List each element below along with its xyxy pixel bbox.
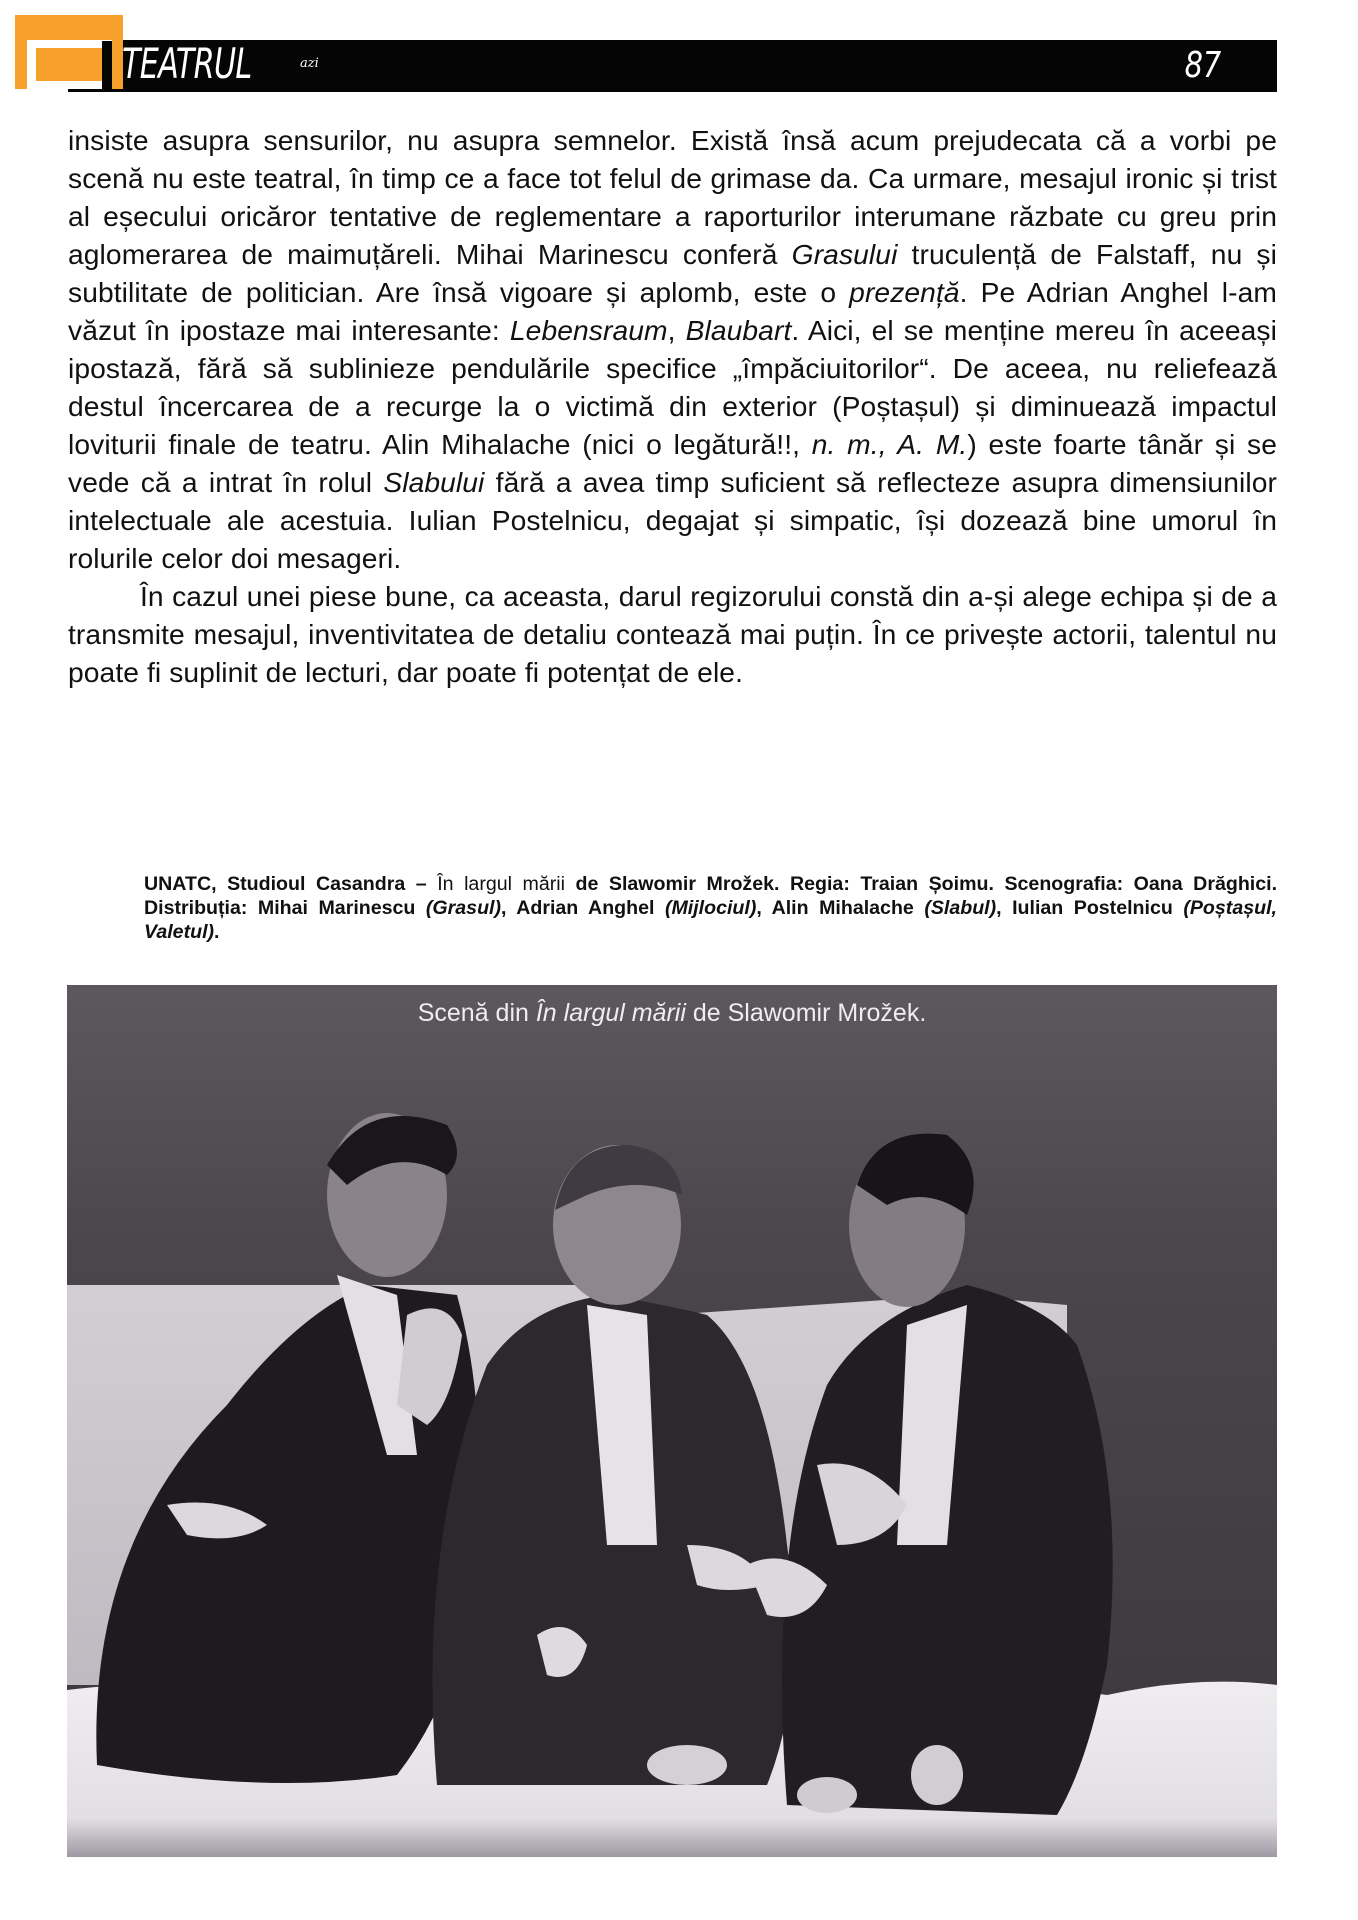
credit-text: UNATC, Studioul Casandra – — [144, 873, 438, 895]
body-text: ) este foarte tânăr și se vede că a intrat în rolul — [68, 428, 1277, 498]
photo-foot — [911, 1745, 963, 1805]
magazine-subtitle: azi — [300, 56, 319, 71]
photo-foot — [797, 1777, 857, 1813]
credit-text: , Iulian Postelnicu — [996, 897, 1184, 919]
article-paragraph: În cazul unei piese bune, ca aceasta, darul regizorului constă din a-și alege echipa și de a transmite mesajul, inventivitatea de detaliu contează mai puțin. În ce privește actorii, talentul nu poate fi suplinit de lecturi, dar poate fi potențat de ele. — [68, 580, 1277, 688]
page-number: 87 — [1184, 45, 1222, 86]
logo-orange-block — [36, 48, 102, 81]
production-credits — [68, 872, 1277, 944]
body-text: fără a avea timp suficient să reflecteze asupra dimensiunilor intelectuale ale acestuia. Iulian Postelnicu, degajat și simpatic, își dozează bine umorul în rolurile celor doi mesageri. — [68, 466, 1277, 574]
credits-text — [68, 872, 1277, 944]
italic-text: Slabului — [383, 466, 485, 498]
stage-photo — [67, 985, 1277, 1857]
credit-role: (Grasul) — [425, 897, 502, 919]
credit-text: , Adrian Anghel — [501, 897, 665, 919]
article-paragraph — [68, 121, 1277, 577]
italic-text: Blaubart — [685, 314, 792, 346]
credit-text: , Alin Mihalache — [756, 897, 925, 919]
photo-caption — [67, 999, 1277, 1028]
credit-text: . — [214, 921, 220, 943]
magazine-title: TEATRUL — [122, 39, 252, 88]
italic-text: n. m., A. M. — [811, 428, 968, 460]
photo-foot — [647, 1745, 727, 1785]
body-text: , — [667, 314, 686, 346]
photo-caption-suffix: de Slawomir Mrožek. — [685, 999, 927, 1027]
article-body — [68, 121, 1277, 691]
stage-photo-illustration — [67, 985, 1277, 1857]
credit-role: (Slabul) — [924, 897, 997, 919]
body-text: . Pe Adrian Anghel l-am văzut în ipostaze mai interesante: — [68, 276, 1277, 346]
italic-text: prezență — [849, 276, 960, 308]
body-text: truculență de Falstaff, nu și subtilitate de politician. Are însă vigoare și aplomb, este o — [68, 238, 1277, 308]
body-text: insiste asupra sensurilor, nu asupra semnelor. Există însă acum prejudecata că a vorbi pe scenă nu este teatral, în timp ce a face tot felul de grimase da. Ca urmare, mesajul ironic și trist al eșecului oricăror tentative de reglementare a raporturilor interumane răzbate cu greu prin aglomerarea de maimuțăreli. Mihai Marinescu conferă — [68, 124, 1277, 270]
body-text: . Aici, el se menține mereu în aceeași ipostază, fără să sublinieze pendulările specifice „împăciuitorilor“. De aceea, nu reliefează destul încercarea de a recurge la o victimă din exterior (Poștașul) și diminuează impactul loviturii finale de teatru. Alin Mihalache (nici o legătură!!, — [68, 314, 1277, 460]
photo-caption-title: În largul mării — [535, 999, 686, 1027]
italic-text: Lebensraum — [509, 314, 668, 346]
credit-text: În largul mării — [437, 873, 565, 895]
italic-text: Grasului — [791, 238, 898, 270]
photo-caption-prefix: Scenă din — [417, 999, 536, 1027]
credit-role: (Poștașul, Valetul) — [144, 897, 1277, 943]
credit-role: (Mijlociul) — [664, 897, 757, 919]
logo-black-block — [102, 41, 112, 89]
credit-text: de Slawomir Mrožek. Regia: Traian Șoimu. Scenografia: Oana Drăghici. Distribuția: Mihai Marinescu — [144, 873, 1278, 919]
